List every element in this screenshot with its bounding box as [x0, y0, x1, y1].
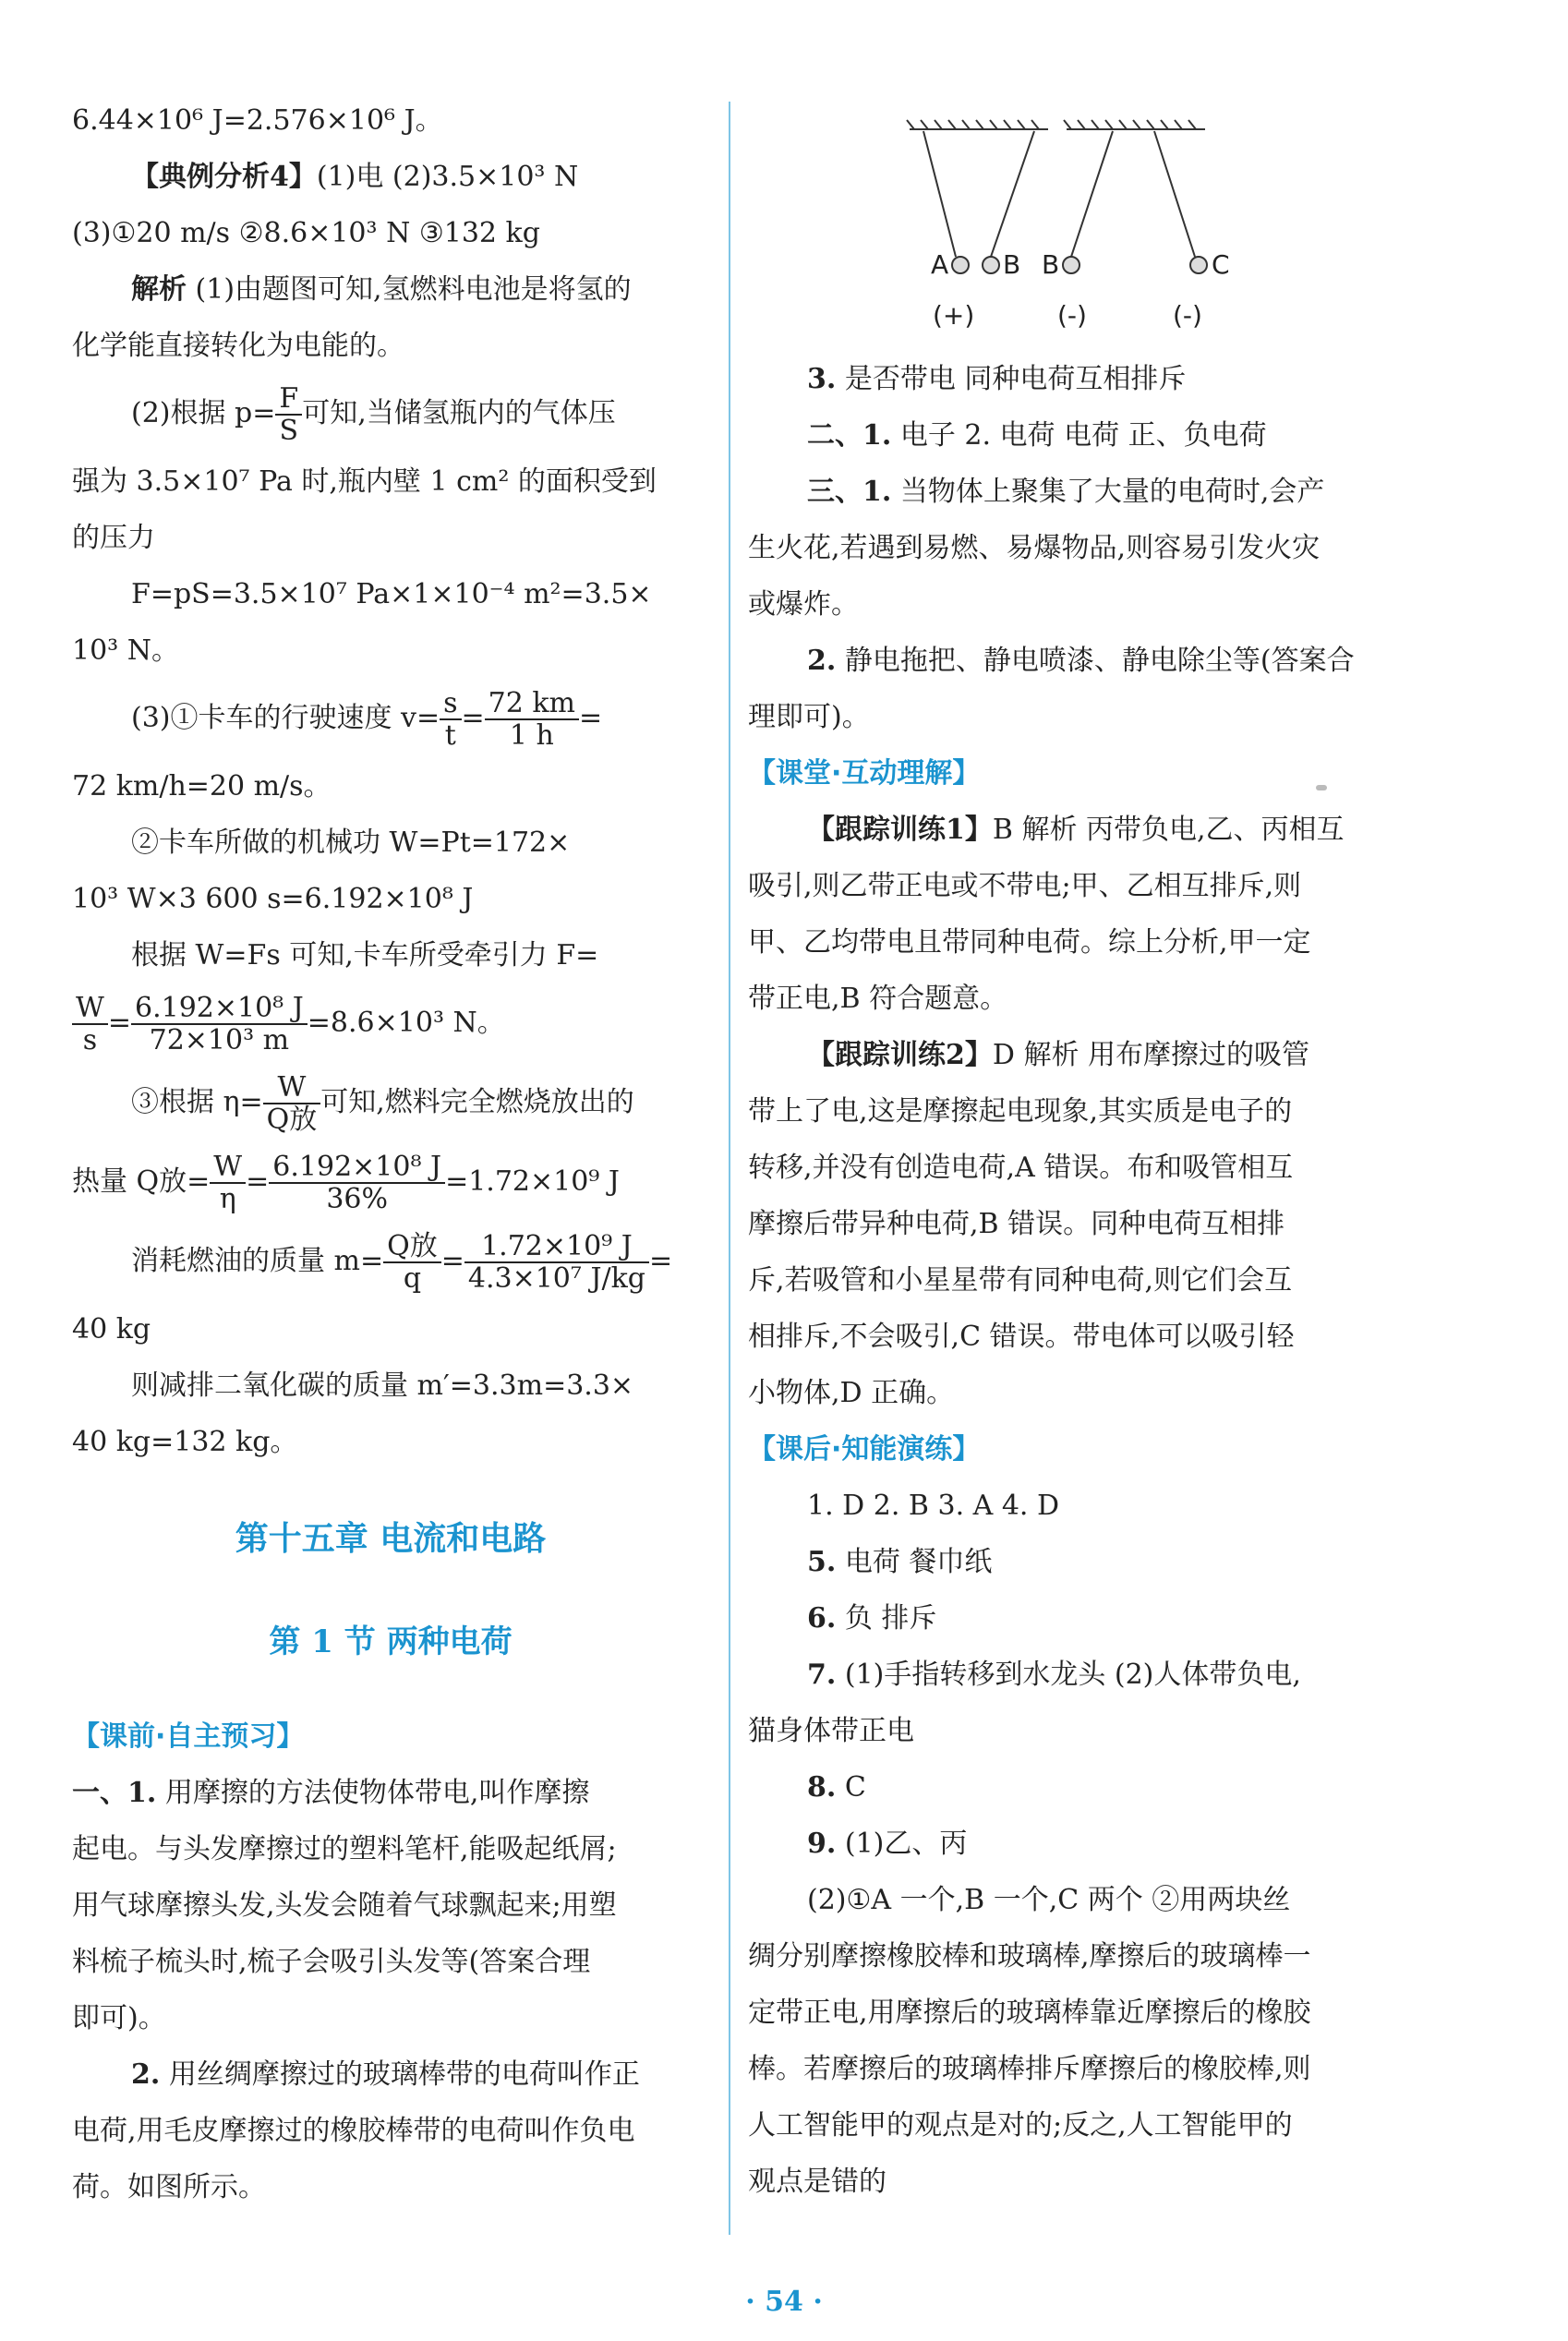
- text-line: 带正电,B 符合题意。: [748, 983, 1008, 1015]
- text-line: 二、1. 电子 2. 电荷 电荷 正、负电荷: [807, 419, 1267, 452]
- text-line: 猫身体带正电: [748, 1715, 914, 1747]
- fraction: [263, 1072, 321, 1135]
- text-line: ③根据 η= $\frac{W}{\text{Q放}}$ 可知,燃料完全燃烧放出的: [131, 1071, 634, 1136]
- bold-label: 3.: [807, 363, 837, 395]
- ball-a: [952, 257, 969, 273]
- text-line: 生火花,若遇到易燃、易爆物品,则容易引发火灾: [748, 532, 1321, 564]
- fraction-numerator: 1.72×10⁹ J: [464, 1231, 649, 1263]
- text-line: (2)根据 p= $\frac{F}{S}$ 可知,当储氢瓶内的气体压: [131, 382, 616, 447]
- text-line: 2. 用丝绸摩擦过的玻璃棒带的电荷叫作正: [131, 2058, 640, 2091]
- label-b2: B: [1042, 249, 1060, 280]
- bold-label: 5.: [807, 1546, 837, 1578]
- text-line: 一、1. 用摩擦的方法使物体带电,叫作摩擦: [72, 1777, 590, 1809]
- fraction-denominator: Q放: [266, 1104, 318, 1136]
- fraction: [269, 1152, 445, 1214]
- text-line: 观点是错的: [748, 2166, 887, 2198]
- charge-figure: [748, 92, 1387, 351]
- bold-label: 三、1.: [807, 476, 892, 508]
- text-line: 【典例分析4】(1)电 (2)3.5×10³ N: [131, 161, 579, 193]
- fraction-numerator: 6.192×10⁸ J: [269, 1152, 445, 1184]
- label-b1: B: [1003, 249, 1021, 280]
- text-line: 带上了电,这是摩擦起电现象,其实质是电子的: [748, 1095, 1293, 1128]
- ball-c: [1190, 257, 1207, 273]
- section-label: 【课前·自主预习】: [72, 1720, 305, 1753]
- fraction-denominator: q: [403, 1262, 422, 1295]
- bold-label: 二、1.: [807, 419, 892, 452]
- bold-label: 7.: [807, 1659, 837, 1691]
- fraction: [275, 383, 302, 446]
- text-line: 强为 3.5×10⁷ Pa 时,瓶内壁 1 cm² 的面积受到: [72, 465, 657, 498]
- bold-label: 2.: [131, 2058, 161, 2091]
- bold-label: 【跟踪训练1】: [807, 814, 993, 846]
- text-line: 则减排二氧化碳的质量 m′=3.3m=3.3×: [131, 1370, 634, 1402]
- text-line: 转移,并没有创造电荷,A 错误。布和吸管相互: [748, 1152, 1294, 1184]
- fraction-numerator: W: [72, 993, 108, 1025]
- text-line: 40 kg=132 kg。: [72, 1426, 298, 1458]
- text-line: 绸分别摩擦橡胶棒和玻璃棒,摩擦后的玻璃棒一: [748, 1940, 1311, 1973]
- fraction-denominator: t: [444, 719, 456, 752]
- thread-b1: [991, 131, 1034, 257]
- text-line: 荷。如图所示。: [72, 2171, 266, 2203]
- fraction: [440, 688, 461, 751]
- text-line: (3)①20 m/s ②8.6×10³ N ③132 kg: [72, 217, 540, 249]
- bold-label: 8.: [807, 1771, 837, 1804]
- fraction-numerator: 6.192×10⁸ J: [131, 993, 308, 1025]
- text-line: 电荷,用毛皮摩擦过的橡胶棒带的电荷叫作负电: [72, 2115, 635, 2147]
- fraction: [383, 1231, 441, 1294]
- ball-b2: [1063, 257, 1080, 273]
- fraction-denominator: 1 h: [509, 719, 554, 752]
- text-line: 吸引,则乙带正电或不带电;甲、乙相互排斥,则: [748, 870, 1302, 902]
- label-a: A: [931, 249, 949, 280]
- fraction-denominator: 72×10³ m: [149, 1024, 290, 1056]
- fraction-numerator: s: [440, 688, 461, 720]
- support-hatch-left: [907, 120, 1039, 129]
- section-label: 【课堂·互动理解】: [748, 757, 981, 790]
- text-line: 棒。若摩擦后的玻璃棒排斥摩擦后的橡胶棒,则: [748, 2053, 1311, 2085]
- text-line: F=pS=3.5×10⁷ Pa×1×10⁻⁴ m²=3.5×: [131, 578, 652, 610]
- fraction-numerator: F: [275, 383, 302, 416]
- bold-label: 解析: [131, 273, 187, 306]
- thread-b2: [1071, 131, 1113, 257]
- text-line: 解析 (1)由题图可知,氢燃料电池是将氢的: [131, 273, 632, 306]
- text-line: 根据 W=Fs 可知,卡车所受牵引力 F=: [131, 939, 599, 971]
- text-line: 6. 负 排斥: [807, 1602, 937, 1635]
- sign-plus: (+): [933, 300, 975, 331]
- text-line: 用气球摩擦头发,头发会随着气球飘起来;用塑: [72, 1889, 617, 1922]
- fraction: [485, 688, 579, 751]
- section-label: 【课后·知能演练】: [748, 1433, 981, 1466]
- text-line: 8. C: [807, 1771, 866, 1804]
- fraction: [210, 1152, 246, 1214]
- text-line: 【跟踪训练2】D 解析 用布摩擦过的吸管: [807, 1039, 1309, 1071]
- text-line: 7. (1)手指转移到水龙头 (2)人体带负电,: [807, 1659, 1301, 1691]
- bold-label: 一、1.: [72, 1777, 157, 1809]
- text-line: 或爆炸。: [748, 588, 859, 621]
- fraction-numerator: Q放: [383, 1231, 441, 1263]
- text-line: 10³ W×3 600 s=6.192×10⁸ J: [72, 883, 474, 915]
- section-title: 第 1 节 两种电荷: [269, 1623, 513, 1660]
- ball-b1: [983, 257, 999, 273]
- bold-label: 【跟踪训练2】: [807, 1039, 993, 1071]
- fraction-denominator: 4.3×10⁷ J/kg: [467, 1262, 645, 1295]
- left-column: [72, 92, 709, 2215]
- text-line: 【跟踪训练1】B 解析 丙带负电,乙、丙相互: [807, 814, 1345, 846]
- text-line: 相排斥,不会吸引,C 错误。带电体可以吸引轻: [748, 1321, 1295, 1353]
- fraction-denominator: S: [279, 415, 299, 447]
- fraction-numerator: 72 km: [485, 688, 579, 720]
- text-line: 热量 Q放= $\frac{W}{\eta}$ = $\frac{\text{6.192×10⁸ J}}{36\%}$ =1.72×10⁹ J: [72, 1151, 620, 1215]
- text-line: 即可)。: [72, 2002, 166, 2034]
- text-line: 消耗燃油的质量 m= $\frac{\text{Q放}}{q}$ = $\frac{\text{1.72×10⁹ J}}{\text{4.3×10⁷ J/kg}}$ =: [131, 1230, 673, 1295]
- bold-label: 2.: [807, 645, 837, 677]
- text-line: 化学能直接转化为电能的。: [72, 330, 404, 362]
- fraction-denominator: s: [82, 1024, 98, 1056]
- column-divider: [729, 102, 730, 2235]
- text-line: 10³ N。: [72, 634, 179, 667]
- text-line: 40 kg: [72, 1313, 151, 1345]
- fraction-denominator: η: [219, 1183, 236, 1215]
- fraction-numerator: W: [263, 1072, 321, 1104]
- text-line: 理即可)。: [748, 701, 870, 733]
- thread-c: [1154, 131, 1195, 257]
- text-line: 起电。与头发摩擦过的塑料笔杆,能吸起纸屑;: [72, 1833, 617, 1865]
- fraction: [131, 993, 308, 1056]
- text-line: 2. 静电拖把、静电喷漆、静电除尘等(答案合: [807, 645, 1355, 677]
- text-line: ②卡车所做的机械功 W=Pt=172×: [131, 827, 571, 859]
- text-line: 三、1. 当物体上聚集了大量的电荷时,会产: [807, 476, 1325, 508]
- fraction-denominator: 36%: [326, 1183, 388, 1215]
- text-line: (3)①卡车的行驶速度 v= $\frac{s}{t}$ = $\frac{72 km}{1 h}$ =: [131, 687, 603, 752]
- bold-label: 【典例分析4】: [131, 161, 317, 193]
- text-line: 1. D 2. B 3. A 4. D: [807, 1490, 1060, 1522]
- text-line: 6.44×10⁶ J=2.576×10⁶ J。: [72, 104, 443, 137]
- right-column: [748, 92, 1387, 2210]
- text-line: 小物体,D 正确。: [748, 1377, 955, 1409]
- sign-minus-1: (-): [1057, 300, 1087, 331]
- text-line: 5. 电荷 餐巾纸: [807, 1546, 993, 1578]
- text-line: 人工智能甲的观点是对的;反之,人工智能甲的: [748, 2109, 1293, 2142]
- text-line: 3. 是否带电 同种电荷互相排斥: [807, 363, 1187, 395]
- text-line: 料梳子梳头时,梳子会吸引头发等(答案合理: [72, 1946, 591, 1978]
- text-line: 9. (1)乙、丙: [807, 1828, 968, 1860]
- print-speck: [1316, 785, 1327, 790]
- label-c: C: [1212, 249, 1230, 280]
- text-line: $\frac{W}{s}$ = $\frac{\text{6.192×10⁸ J}}{\text{72×10³ m}}$ =8.6×10³ N。: [72, 983, 709, 1063]
- fraction: [464, 1231, 649, 1294]
- text-line: (2)①A 一个,B 一个,C 两个 ②用两块丝: [807, 1884, 1291, 1916]
- chapter-title: 第十五章 电流和电路: [235, 1519, 547, 1558]
- text-line: 72 km/h=20 m/s。: [72, 770, 332, 802]
- text-line: 的压力: [72, 522, 155, 554]
- fraction: [72, 993, 108, 1056]
- bold-label: 6.: [807, 1602, 837, 1635]
- support-hatch-right: [1064, 120, 1196, 129]
- text-line: 摩擦后带异种电荷,B 错误。同种电荷互相排: [748, 1208, 1285, 1240]
- text-line: 斥,若吸管和小星星带有同种电荷,则它们会互: [748, 1264, 1293, 1297]
- sign-minus-2: (-): [1173, 300, 1202, 331]
- bold-label: 9.: [807, 1828, 837, 1860]
- thread-a: [923, 131, 956, 257]
- text-line: 定带正电,用摩擦后的玻璃棒靠近摩擦后的橡胶: [748, 1997, 1311, 2029]
- page-number: · 54 ·: [745, 2286, 823, 2318]
- text-line: 甲、乙均带电且带同种电荷。综上分析,甲一定: [748, 926, 1311, 959]
- fraction-numerator: W: [210, 1152, 246, 1184]
